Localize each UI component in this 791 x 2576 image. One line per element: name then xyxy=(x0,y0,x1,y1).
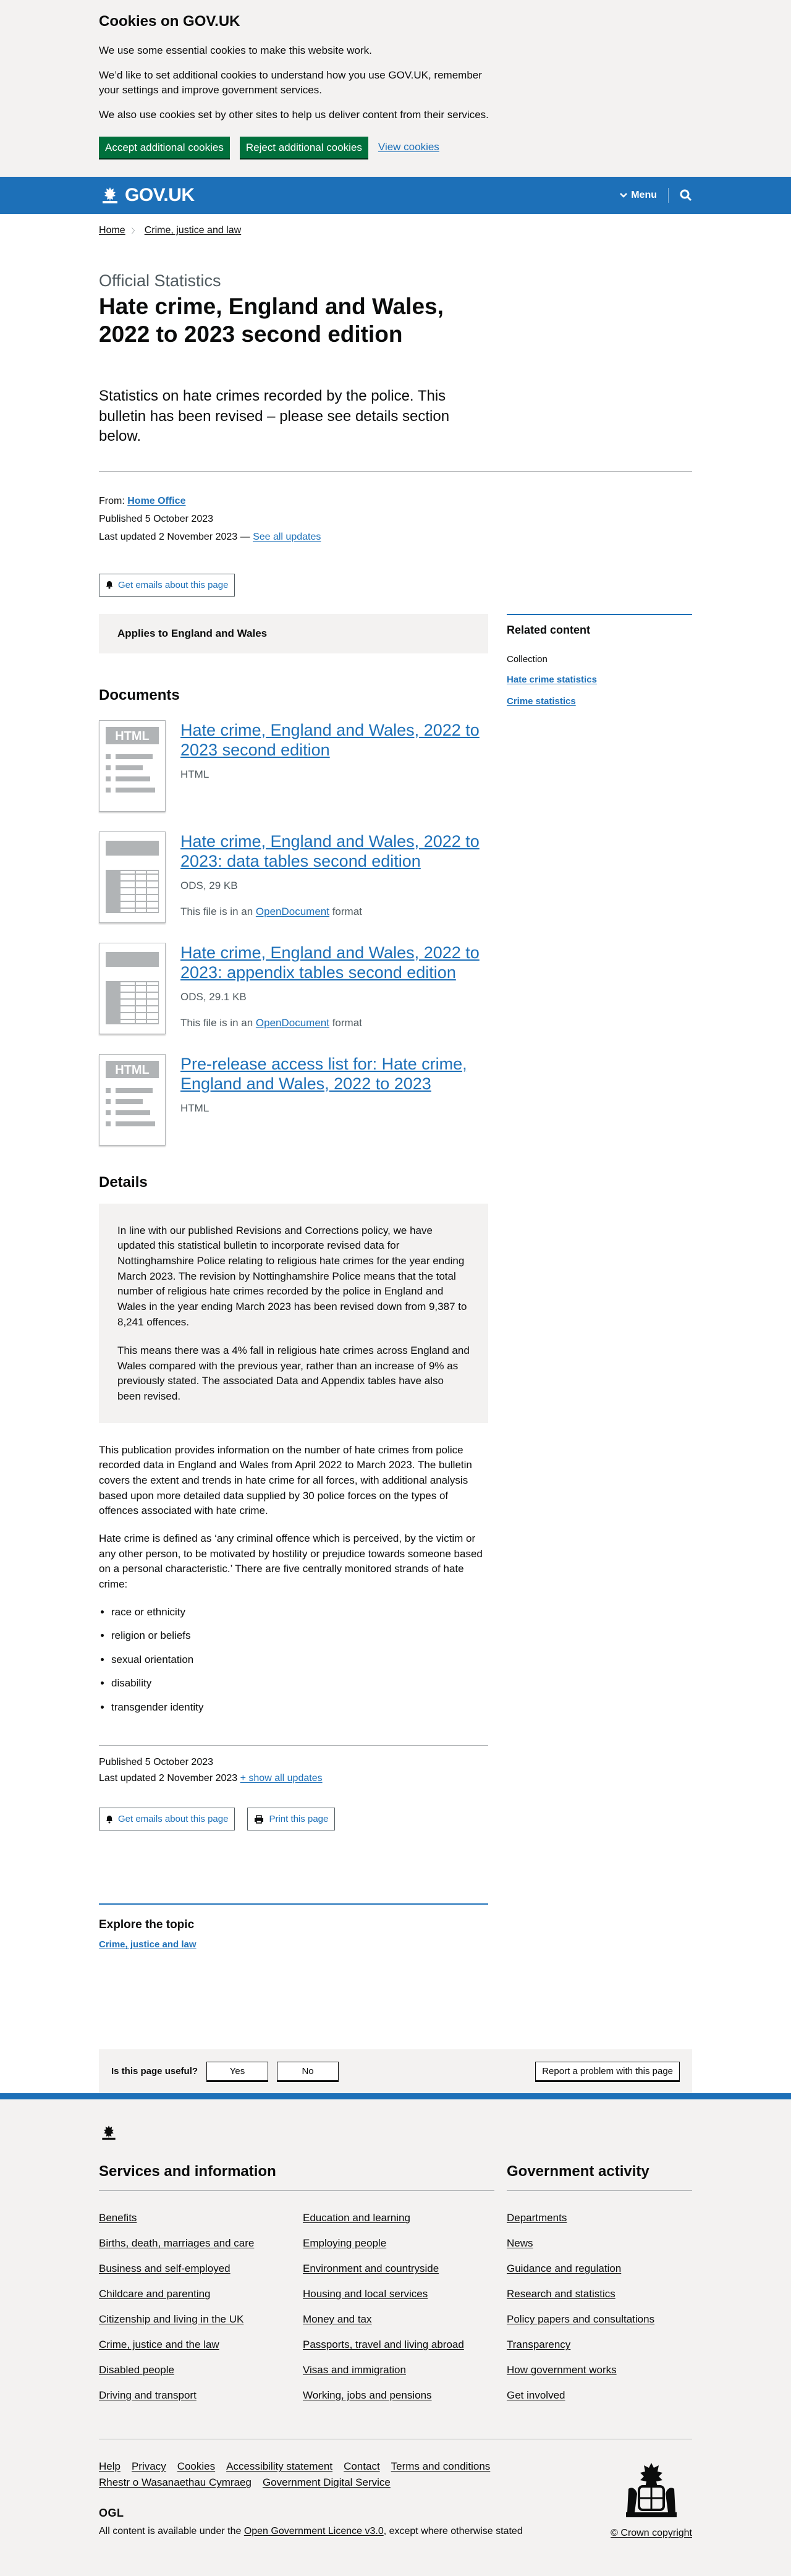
documents-heading: Documents xyxy=(99,686,180,704)
footer-government-link[interactable]: Get involved xyxy=(507,2389,565,2402)
revision-text-2: This means there was a 4% fall in religious hate crimes across England and Wales compared with the previous year, rather than an increase of 9% as previously stated. The associated Data and Appendix tables have also been revised. xyxy=(117,1345,470,1403)
cookie-text-additional: We’d like to set additional cookies to understand how you use GOV.UK, remember your settings and improve government services. xyxy=(99,69,482,96)
page-lead: Statistics on hate crimes recorded by the police. This bulletin has been revised – please see details section below. xyxy=(99,388,450,444)
cookie-banner xyxy=(0,0,791,177)
footer-service-link[interactable]: Births, death, marriages and care xyxy=(99,2237,255,2250)
printer-icon xyxy=(254,1815,264,1824)
updated-date: Last updated 2 November 2023 — xyxy=(99,531,250,542)
document-item xyxy=(99,1054,488,1146)
chevron-down-icon xyxy=(620,193,627,198)
site-footer xyxy=(0,2093,791,2576)
breadcrumb-home[interactable]: Home xyxy=(99,224,125,236)
footer-meta-link[interactable]: Help xyxy=(99,2460,121,2473)
published-date: Published 5 October 2023 xyxy=(99,514,214,525)
bell-icon xyxy=(106,580,113,589)
show-all-updates-link[interactable]: + show all updates xyxy=(240,1773,323,1784)
footer-published-date: Published 5 October 2023 xyxy=(99,1756,214,1767)
crown-icon xyxy=(99,2124,692,2145)
from-label: From: xyxy=(99,496,125,507)
cookie-text-third-party: We also use cookies set by other sites to help us deliver content from their services. xyxy=(99,108,489,121)
collection-label: Collection xyxy=(507,653,548,665)
footer-updated-date: Last updated 2 November 2023 xyxy=(99,1773,238,1784)
footer-service-link[interactable]: Disabled people xyxy=(99,2364,174,2376)
footer-service-link[interactable]: Money and tax xyxy=(303,2313,372,2326)
feedback-no-button[interactable]: No xyxy=(277,2062,339,2081)
svg-text:HTML: HTML xyxy=(115,1063,150,1077)
explore-topic-heading: Explore the topic xyxy=(99,1918,195,1932)
royal-coat-of-arms-icon xyxy=(617,2458,685,2520)
document-format-note: This file is in an OpenDocument format xyxy=(180,906,362,918)
opendocument-link[interactable]: OpenDocument xyxy=(255,1017,329,1029)
footer-service-link[interactable]: Childcare and parenting xyxy=(99,2288,211,2300)
govuk-logo[interactable] xyxy=(99,185,195,206)
applies-to-notice: Applies to England and Wales xyxy=(99,614,488,653)
revision-text-1: In line with our published Revisions and Corrections policy, we have updated this statistical bulletin to incorporate revised data for Nottinghamshire Police relating to religious hate crimes for the year ending March 2023. The revision by Nottinghamshire Police means that the total number of religious hate crimes recorded by the police in England and Wales in the year ending March 2023 has been revised down from 9,387 to 8,241 offences. xyxy=(117,1224,467,1328)
crown-icon xyxy=(99,186,121,205)
open-government-licence-link[interactable]: Open Government Licence v3.0 xyxy=(243,2526,384,2537)
menu-button[interactable] xyxy=(620,188,669,203)
footer-service-link[interactable]: Citizenship and living in the UK xyxy=(99,2313,244,2326)
footer-meta-link[interactable]: Contact xyxy=(344,2460,380,2473)
list-item: • disability xyxy=(111,1676,488,1691)
organisation-link[interactable]: Home Office xyxy=(127,496,186,507)
bell-icon xyxy=(106,1815,113,1824)
see-all-updates-link[interactable]: See all updates xyxy=(253,531,321,542)
document-format: ODS, 29.1 KB xyxy=(180,991,247,1003)
services-heading: Services and information xyxy=(99,2163,494,2191)
footer-meta-link[interactable]: Privacy xyxy=(131,2460,166,2473)
footer-government-link[interactable]: Guidance and regulation xyxy=(507,2263,622,2275)
footer-government-link[interactable]: Research and statistics xyxy=(507,2288,615,2300)
feedback-yes-button[interactable]: Yes xyxy=(206,2062,268,2081)
divider xyxy=(99,471,692,472)
footer-service-link[interactable]: Environment and countryside xyxy=(303,2263,439,2275)
licence-text-pre: All content is available under the xyxy=(99,2526,244,2537)
feedback-bar xyxy=(99,2049,692,2093)
search-icon xyxy=(680,189,692,202)
breadcrumb-crime-justice-law[interactable]: Crime, justice and law xyxy=(144,224,242,236)
list-item: • religion or beliefs xyxy=(111,1628,488,1644)
footer-government-link[interactable]: How government works xyxy=(507,2364,617,2376)
footer-government-link[interactable]: Transparency xyxy=(507,2339,571,2351)
footer-meta-link[interactable]: Cookies xyxy=(177,2460,216,2473)
revision-notice xyxy=(99,1204,488,1423)
get-emails-label: Get emails about this page xyxy=(118,1814,229,1825)
footer-meta-link[interactable]: Terms and conditions xyxy=(391,2460,491,2473)
reject-cookies-button[interactable]: Reject additional cookies xyxy=(240,137,368,158)
print-page-button[interactable] xyxy=(247,1808,335,1830)
hate-crime-strands-list xyxy=(99,1605,488,1715)
svg-text:HTML: HTML xyxy=(115,729,150,743)
html-document-thumbnail-icon[interactable] xyxy=(99,1054,166,1146)
page-footer-metadata xyxy=(99,1745,488,1787)
details-heading: Details xyxy=(99,1173,148,1191)
document-format-note: This file is in an OpenDocument format xyxy=(180,1017,362,1029)
crown-copyright-link[interactable]: © Crown copyright xyxy=(611,2528,692,2539)
footer-government-link[interactable]: Departments xyxy=(507,2212,567,2224)
footer-government-link[interactable]: News xyxy=(507,2237,533,2250)
cookie-banner-title: Cookies on GOV.UK xyxy=(99,13,240,30)
list-item: • sexual orientation xyxy=(111,1652,488,1668)
get-emails-label: Get emails about this page xyxy=(118,579,229,590)
document-format: HTML xyxy=(180,1102,209,1115)
footer-meta-links xyxy=(99,2460,544,2489)
footer-service-link[interactable]: Crime, justice and the law xyxy=(99,2339,219,2351)
document-item xyxy=(99,943,488,1034)
details-paragraph-1: This publication provides information on the number of hate crimes from police recorded data in England and Wales from April 2022 to March 2023. The bulletin covers the extent and trends in hate crime for all forces, with additional analysis based upon more detailed data supplied by 30 police forces on the types of offences associated with hate crime. xyxy=(99,1443,472,1517)
site-header xyxy=(0,177,791,214)
licence-text-post: , except where otherwise stated xyxy=(383,2526,523,2537)
search-button[interactable] xyxy=(669,189,692,202)
opendocument-link[interactable]: OpenDocument xyxy=(255,906,329,918)
document-title-link[interactable]: Hate crime, England and Wales, 2022 to 2023 second edition xyxy=(180,720,480,760)
feedback-question: Is this page useful? xyxy=(111,2066,198,2077)
document-title-link[interactable]: Pre-release access list for: Hate crime, England and Wales, 2022 to 2023 xyxy=(180,1054,467,1094)
explore-topic xyxy=(99,1903,488,1950)
accept-cookies-button[interactable]: Accept additional cookies xyxy=(99,137,230,158)
html-document-thumbnail-icon[interactable] xyxy=(99,720,166,812)
spreadsheet-thumbnail-icon[interactable] xyxy=(99,831,166,923)
footer-service-link[interactable]: Benefits xyxy=(99,2212,137,2224)
footer-service-link[interactable]: Business and self-employed xyxy=(99,2263,231,2275)
page-caption: Official Statistics xyxy=(99,271,221,290)
footer-meta-link[interactable]: Rhestr o Wasanaethau Cymraeg xyxy=(99,2476,252,2489)
document-title-link[interactable]: Hate crime, England and Wales, 2022 to 2023: data tables second edition xyxy=(180,831,480,871)
document-item xyxy=(99,720,488,812)
footer-meta-link[interactable]: Accessibility statement xyxy=(226,2460,333,2473)
publication-metadata xyxy=(99,493,692,546)
chevron-right-icon: 〉 xyxy=(131,227,138,235)
spreadsheet-thumbnail-icon[interactable] xyxy=(99,943,166,1034)
menu-label: Menu xyxy=(631,189,657,200)
document-format: HTML xyxy=(180,768,209,781)
services-links xyxy=(99,2202,494,2402)
report-problem-button[interactable]: Report a problem with this page xyxy=(535,2062,680,2081)
page-title: Hate crime, England and Wales, 2022 to 2023 second edition xyxy=(99,294,444,347)
related-content xyxy=(507,614,692,707)
cookie-text-essential: We use some essential cookies to make this website work. xyxy=(99,45,372,56)
view-cookies-link[interactable]: View cookies xyxy=(378,141,439,153)
logo-text: GOV.UK xyxy=(125,184,195,205)
footer-service-link[interactable]: Housing and local services xyxy=(303,2288,428,2300)
government-activity-heading: Government activity xyxy=(507,2163,692,2191)
footer-government-link[interactable]: Policy papers and consultations xyxy=(507,2313,655,2326)
footer-service-link[interactable]: Passports, travel and living abroad xyxy=(303,2339,464,2351)
government-activity-links xyxy=(507,2202,692,2402)
get-emails-button-bottom[interactable] xyxy=(99,1808,235,1830)
get-emails-button[interactable] xyxy=(99,574,235,597)
explore-topic-link[interactable]: Crime, justice and law xyxy=(99,1939,197,1950)
list-item: • race or ethnicity xyxy=(111,1605,488,1620)
footer-meta-link[interactable]: Government Digital Service xyxy=(262,2476,391,2489)
details-paragraph-2: Hate crime is defined as ‘any criminal offence which is perceived, by the victim or any other person, to be motivated by hostility or prejudice towards someone based on a personal characteristic.’ There are five centrally monitored strands of hate crime: xyxy=(99,1532,483,1590)
breadcrumb xyxy=(99,214,692,236)
list-item: • transgender identity xyxy=(111,1700,488,1715)
document-item xyxy=(99,831,488,923)
document-title-link[interactable]: Hate crime, England and Wales, 2022 to 2023: appendix tables second edition xyxy=(180,943,480,982)
ogl-logo: OGL xyxy=(99,2507,124,2520)
related-link-hate-crime-statistics[interactable]: Hate crime statistics xyxy=(507,674,597,685)
footer-service-link[interactable]: Education and learning xyxy=(303,2212,410,2224)
documents-list xyxy=(99,720,488,1146)
footer-service-link[interactable]: Employing people xyxy=(303,2237,387,2250)
document-format: ODS, 29 KB xyxy=(180,880,238,892)
related-content-heading: Related content xyxy=(507,623,591,636)
footer-service-link[interactable]: Driving and transport xyxy=(99,2389,197,2402)
related-link-crime-statistics[interactable]: Crime statistics xyxy=(507,695,576,707)
print-label: Print this page xyxy=(269,1814,329,1825)
footer-service-link[interactable]: Visas and immigration xyxy=(303,2364,406,2376)
footer-service-link[interactable]: Working, jobs and pensions xyxy=(303,2389,432,2402)
